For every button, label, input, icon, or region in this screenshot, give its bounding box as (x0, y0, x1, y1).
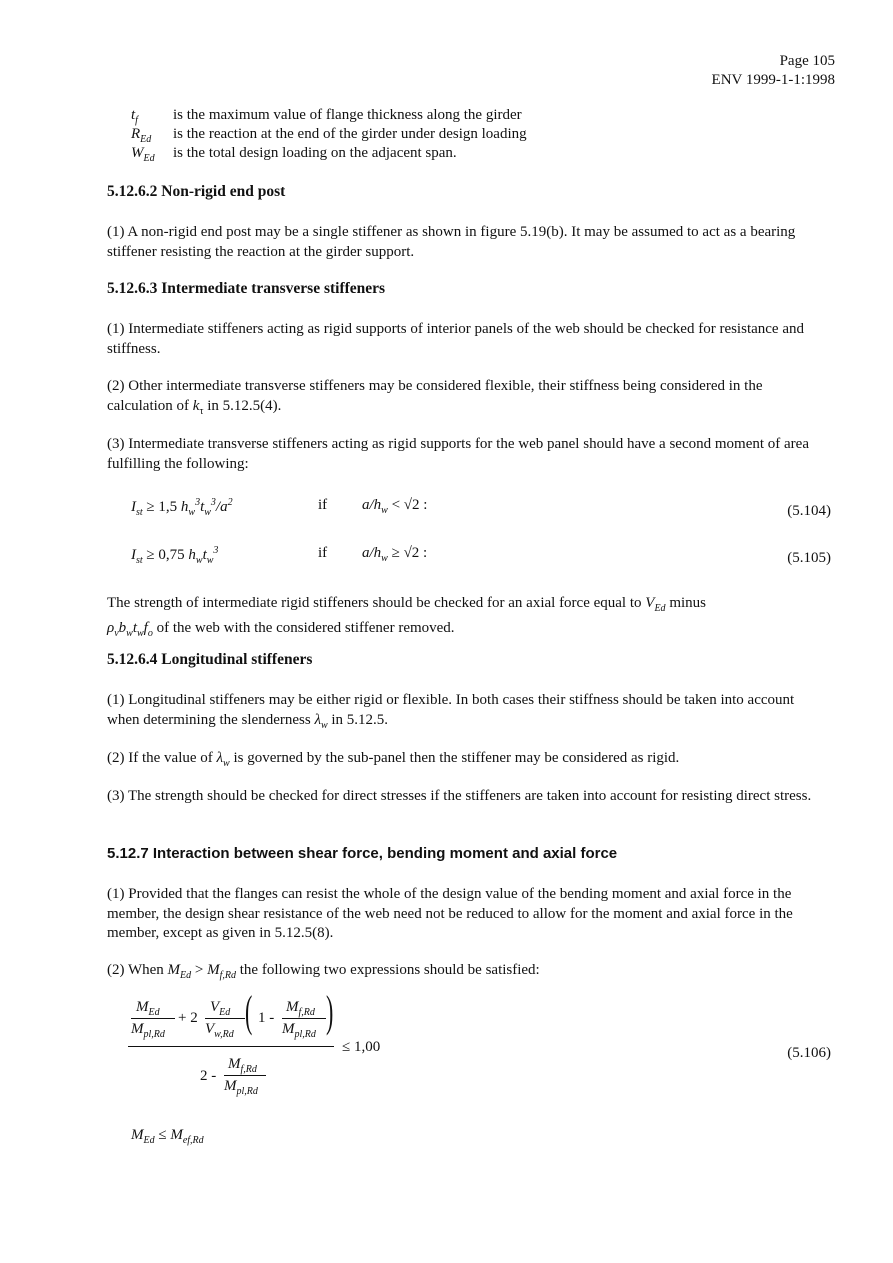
paragraph-longitudinal-2: (2) If the value of $\lambda_w$ is governed by the sub-panel then the stiffener may be considered as rigid. (107, 750, 680, 769)
paragraph-interaction-1: (1) Provided that the flanges can resist the whole of the design value of the bending moment and axial force in the member, the design shear resistance of the web need not be reduced to allow for the moment and axial force in the member, except as given in 5.12.5(8). (107, 886, 793, 941)
paragraph-longitudinal-3: (3) The strength should be checked for direct stresses if the stiffeners are taken into account for resisting direct stress. (107, 788, 812, 804)
heading-5-12-7: 5.12.7 Interaction between shear force, bending moment and axial force (107, 845, 618, 862)
heading-5-12-6-4: 5.12.6.4 Longitudinal stiffeners (107, 651, 313, 668)
paragraph-intermediate-strength: The strength of intermediate rigid stiffeners should be checked for an axial force equal to $V_{Ed}$ minus $\rho_vb_wt_wf_o$ of the web with the considered stiffener removed. (107, 595, 706, 639)
equation-5-105-number: (5.105) (787, 550, 831, 566)
equation-5-106-rhs: ≤ 1,00 (342, 1039, 381, 1055)
heading-5-12-6-2: 5.12.6.2 Non-rigid end post (107, 183, 286, 200)
heading-5-12-6-3: 5.12.6.3 Intermediate transverse stiffeners (107, 280, 386, 297)
symbol-wed: $W_{Ed}$ (131, 145, 155, 164)
paragraph-longitudinal-1: (1) Longitudinal stiffeners may be either rigid or flexible. In both cases their stiffness should be taken into account when determining the slenderness $\lambda_w$ in 5.12.5. (107, 692, 795, 731)
equation-5-105-if: if (318, 545, 328, 561)
symbol-tf: $t_f$ (131, 107, 138, 126)
equation-med-limit: $M_{Ed} \le M_{ef,Rd}$ (131, 1127, 204, 1146)
equation-5-104-number: (5.104) (787, 503, 831, 519)
definition-tf: is the maximum value of flange thickness along the girder (173, 107, 522, 123)
equation-5-106-number: (5.106) (787, 1045, 831, 1061)
equation-5-104-condition: $a/h_w < √2$ : (362, 497, 428, 516)
equation-5-105-condition: $a/h_w \ge √2$ : (362, 545, 428, 564)
paragraph-interaction-2: (2) When $M_{Ed} > M_{f,Rd}$ the following two expressions should be satisfied: (107, 962, 540, 981)
document-id: ENV 1999-1-1:1998 (711, 72, 835, 88)
equation-5-104-lhs: $I_{st} \ge 1,5$ $h_w^3t_w^3/a^2$ (131, 497, 233, 518)
equation-5-105-lhs: $I_{st} \ge 0,75$ $h_wt_w^3$ (131, 545, 219, 566)
equation-5-104-if: if (318, 497, 328, 513)
paragraph-intermediate-1: (1) Intermediate stiffeners acting as rigid supports of interior panels of the web should be checked for resistance and stiffness. (107, 321, 804, 357)
symbol-red: $R_{Ed}$ (131, 126, 152, 145)
paragraph-intermediate-3: (3) Intermediate transverse stiffeners acting as rigid supports for the web panel should have a second moment of area fulfilling the following: (107, 436, 809, 472)
document-page: Page 105 ENV 1999-1-1:1998 $t_f$ is the maximum value of flange thickness along the girder $R_{Ed}$ is the reaction at the end of the girder under design loading $W_{Ed}$ is the total design loading on the adjacent span. 5.12.6.2 Non-rigid end post (1) A non-rigid end post may be a single stiffener as shown in figure 5.19(b). It may be assumed to act as a bearing stiffener resisting the reaction at the girder support. 5.12.6.3 Intermediate transverse stiffeners (1) Intermediate stiffeners acting as rigid supports of interior panels of the web should be checked for resistance and stiffness. (2) Other intermediate transverse stiffeners may be considered flexible, their stiffness being considered in the calculation of $k_\tau$ in 5.12.5(4). (3) Intermediate transverse stiffeners acting as rigid supports for the web panel should have a second moment of area fulfilling the following: $I_{st} \ge 1,5$ $h_w^3t_w^3/a^2$ if $a/h_w < √2$ : (5.104) $I_{st} \ge 0,75$ $h_wt_w^3$ if $a/h_w \ge √2$ : (5.105) The strength of intermediate rigid stiffeners should be checked for an axial force equal to $V_{Ed}$ minus $\rho_vb_wt_wf_o$ of the web with the considered stiffener removed. 5.12.6.4 Longitudinal stiffeners (1) Longitudinal stiffeners may be either rigid or flexible. In both cases their stiffness should be taken into account when determining the slenderness $\lambda_w$ in 5.12.5. (2) If the value of $\lambda_w$ is governed by the sub-panel then the stiffener may be considered as rigid. (3) The strength should be checked for direct stresses if the stiffeners are taken into account for resisting direct stress. 5.12.7 Interaction between shear force, bending moment and axial force (1) Provided that the flanges can resist the whole of the design value of the bending moment and axial force in the member, the design shear resistance of the web need not be reduced to allow for the moment and axial force in the member, except as given in 5.12.5(8). (2) When $M_{Ed} > M_{f,Rd}$ the following two expressions should be satisfied: $M_{Ed}$ $M_{pl,Rd}$ + 2 $V_{Ed}$ $V_{w,Rd}$ ( 1 - $M_{f,Rd}$ $M_{pl,Rd}$ ) 2 - $M_{f,Rd}$ $M_{pl,Rd}$ ≤ 1,00 (5.106) $M_{Ed} \le M_{ef,Rd}$ (107, 53, 835, 1146)
paragraph-intermediate-2: (2) Other intermediate transverse stiffeners may be considered flexible, their stiffness being considered in the calculation of $k_\tau$ in 5.12.5(4). (107, 378, 763, 417)
definition-red: is the reaction at the end of the girder under design loading (173, 126, 527, 142)
page-number: Page 105 (779, 53, 835, 69)
paragraph-non-rigid-end-post: (1) A non-rigid end post may be a single stiffener as shown in figure 5.19(b). It may be assumed to act as a bearing stiffener resisting the reaction at the girder support. (107, 224, 796, 260)
definition-wed: is the total design loading on the adjacent span. (173, 145, 457, 161)
